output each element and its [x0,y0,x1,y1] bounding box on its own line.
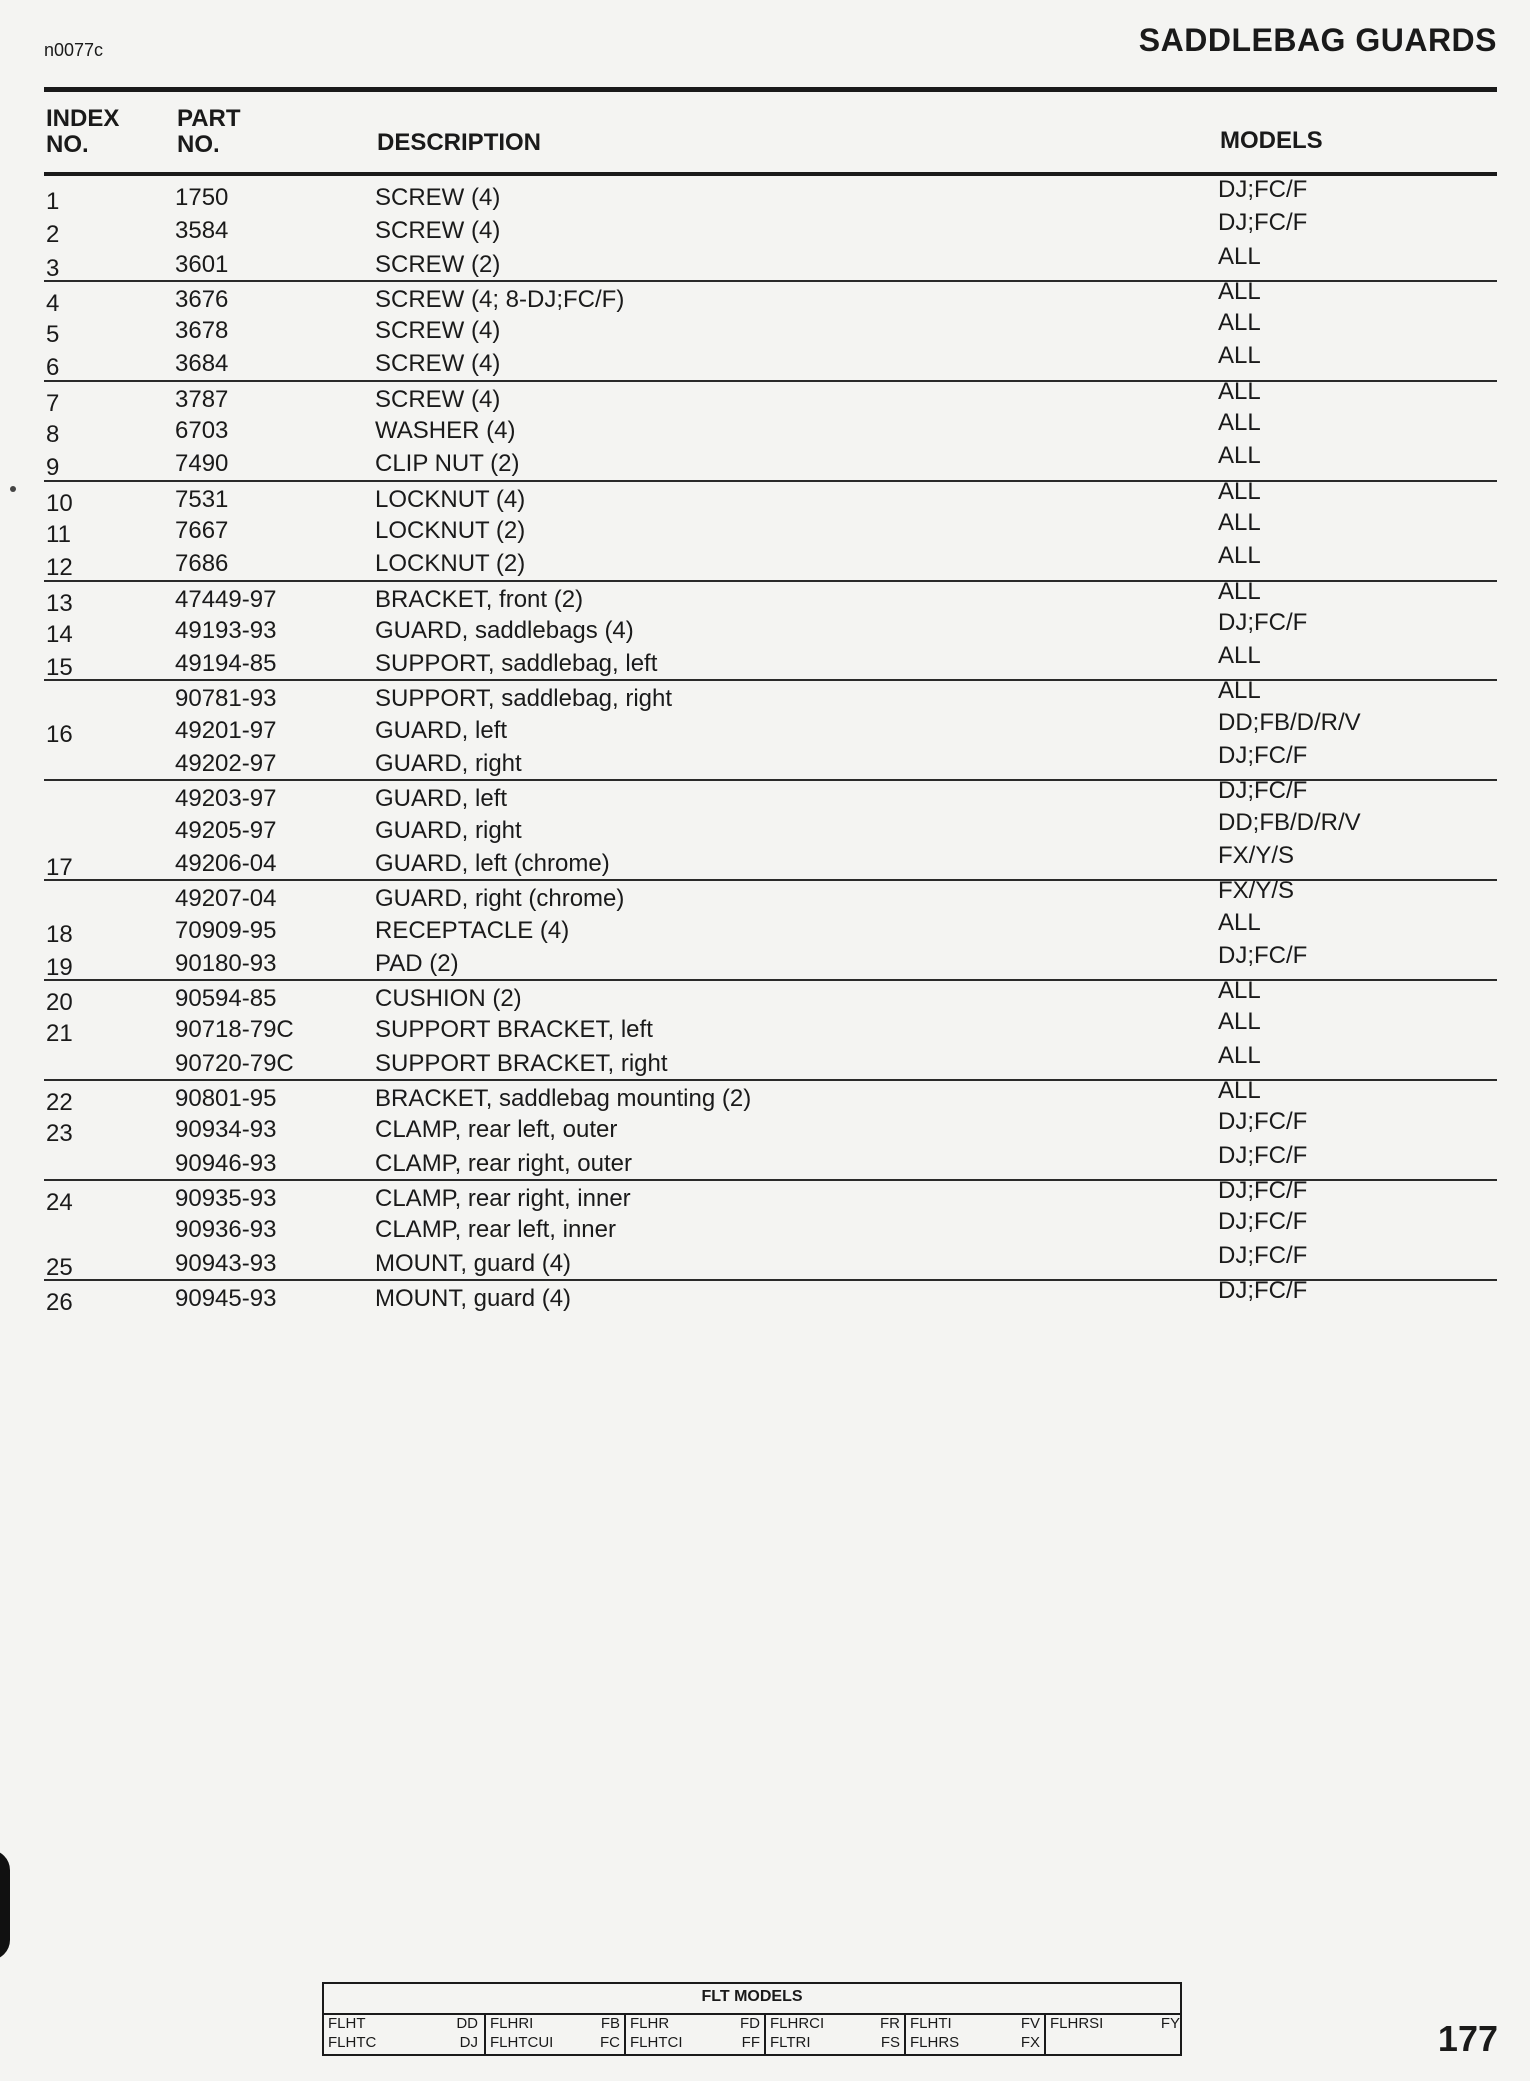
legend-model-name: FLHTCUI [490,2034,554,2051]
table-row [44,941,1497,981]
models-cell: DJ;FC/F [1218,1108,1308,1136]
part-number-cell: 3584 [175,217,229,245]
index-cell: 24 [46,1188,73,1216]
description-cell: RECEPTACLE (4) [375,916,570,944]
part-number-cell: 3678 [175,317,229,345]
description-cell: MOUNT, guard (4) [375,1284,572,1312]
scan-speck [10,486,16,492]
models-cell: FX/Y/S [1218,841,1295,869]
part-number-cell: 49205-97 [175,816,277,844]
table-row [44,442,1497,482]
index-cell: 25 [46,1253,73,1281]
index-cell: 22 [46,1089,73,1117]
legend-model-name: FLHR [630,2015,670,2032]
table-row [44,977,1497,1017]
description-cell: GUARD, left [375,716,508,744]
index-cell: 19 [46,953,73,981]
description-cell: BRACKET, saddlebag mounting (2) [375,1085,752,1113]
description-cell: SCREW (4) [375,317,501,345]
flt-models-legend [322,1982,1182,2056]
index-cell: 23 [46,1120,73,1148]
header-description: DESCRIPTION [377,129,542,156]
legend-code: FF [741,2034,760,2051]
legend-code: DD [456,2015,478,2032]
models-cell: ALL [1218,977,1261,1005]
header-part-line1: PART [177,105,241,132]
models-cell: ALL [1218,908,1261,936]
legend-code: FS [880,2034,900,2051]
models-cell: ALL [1218,477,1261,505]
table-row [44,342,1497,382]
index-cell: 8 [46,421,60,449]
index-cell: 17 [46,853,73,881]
models-cell: DJ;FC/F [1218,1208,1308,1236]
header-models: MODELS [1220,127,1323,154]
legend-group [904,2013,1046,2056]
part-number-cell: 7531 [175,485,229,513]
table-row [44,742,1497,779]
models-cell: DJ;FC/F [1218,608,1308,636]
models-cell: ALL [1218,642,1261,670]
table-row [44,209,1497,249]
legend-title: FLT MODELS [701,1988,803,2005]
page-number: 177 [1437,2018,1498,2059]
table-row [44,708,1497,748]
part-number-cell: 70909-95 [175,916,277,944]
models-cell: ALL [1218,1008,1261,1036]
models-cell: FX/Y/S [1218,877,1295,905]
part-number-cell: 90180-93 [175,949,277,977]
table-row [44,242,1497,282]
index-cell: 4 [46,289,60,317]
index-cell: 3 [46,254,60,282]
table-row [44,1041,1497,1079]
description-cell: SUPPORT BRACKET, left [375,1016,653,1044]
legend-code: FB [600,2015,620,2032]
index-cell: 7 [46,389,60,417]
models-cell: ALL [1218,309,1261,337]
legend-model-name: FLHRSI [1050,2015,1104,2032]
description-cell: SCREW (4) [375,350,501,378]
legend-code: FV [1020,2015,1040,2032]
description-cell: CLAMP, rear right, inner [375,1184,631,1212]
part-number-cell: 90934-93 [175,1116,277,1144]
legend-model-name: FLHTC [328,2034,377,2051]
legend-model-name: FLHTI [910,2015,952,2032]
models-cell: ALL [1218,508,1261,536]
description-cell: PAD (2) [375,949,459,977]
description-cell: LOCKNUT (4) [375,485,526,513]
part-number-cell: 7490 [175,450,229,478]
legend-model-name: FLHTCI [630,2034,683,2051]
part-number-cell: 49207-04 [175,885,277,913]
models-cell: ALL [1218,542,1261,570]
legend-group [764,2013,906,2056]
part-number-cell: 49193-93 [175,616,277,644]
part-number-cell: 49206-04 [175,849,277,877]
index-cell: 14 [46,620,73,648]
models-cell: DJ;FC/F [1218,941,1308,969]
table-row [44,409,1497,449]
legend-model-name: FLTRI [770,2034,811,2051]
description-cell: SCREW (4) [375,217,501,245]
legend-model-name: FLHRCI [770,2015,825,2032]
table-row [44,477,1497,517]
top-rule [44,87,1497,92]
description-cell: WASHER (4) [375,417,516,445]
index-cell: 15 [46,654,73,682]
models-cell: ALL [1218,377,1261,405]
index-cell: 16 [46,720,73,748]
table-row [44,277,1497,317]
part-number-cell: 90801-95 [175,1085,277,1113]
table-row [44,508,1497,548]
part-number-cell: 90718-79C [175,1016,294,1044]
legend-model-name: FLHT [328,2015,366,2032]
part-number-cell: 3601 [175,250,229,278]
index-cell: 11 [46,520,71,548]
part-number-cell: 7686 [175,550,229,578]
index-cell: 20 [46,989,73,1017]
legend-group [484,2013,626,2056]
description-cell: SCREW (2) [375,250,501,278]
index-cell: 18 [46,920,73,948]
description-cell: CLIP NUT (2) [375,450,520,478]
part-number-cell: 90943-93 [175,1249,277,1277]
models-cell: DJ;FC/F [1218,1276,1308,1304]
binder-hole-mark [0,1850,10,1960]
header-index [46,106,119,158]
part-number-cell: 90781-93 [175,685,277,713]
header-part-line2: NO. [177,131,220,158]
description-cell: SUPPORT, saddlebag, right [375,685,673,713]
models-cell: DJ;FC/F [1218,1241,1308,1269]
description-cell: SCREW (4) [375,184,501,211]
table-row [44,608,1497,648]
legend-code: FX [1020,2034,1040,2051]
models-cell: ALL [1218,342,1261,370]
table-row [44,908,1497,948]
header-index-line1: INDEX [46,105,120,132]
models-cell: ALL [1218,577,1261,605]
table-row [44,1241,1497,1281]
legend-group [1044,2013,1186,2056]
description-cell: SUPPORT, saddlebag, left [375,650,658,678]
legend-group [324,2013,484,2056]
index-cell: 1 [46,188,60,215]
models-cell: DJ;FC/F [1218,742,1308,770]
description-cell: SCREW (4) [375,385,501,413]
index-cell: 10 [46,489,73,517]
part-number-cell: 1750 [175,184,229,211]
table-row [44,1008,1497,1048]
description-cell: LOCKNUT (2) [375,516,526,544]
part-number-cell: 90594-85 [175,985,277,1013]
part-number-cell: 47449-97 [175,585,277,613]
header-part [177,106,241,158]
index-cell: 13 [46,589,73,617]
description-cell: CLAMP, rear left, outer [375,1116,618,1144]
part-number-cell: 49202-97 [175,750,277,778]
table-row [44,1176,1497,1216]
part-number-cell: 90720-79C [175,1049,294,1077]
table-row [44,841,1497,881]
legend-code: FR [880,2015,900,2032]
index-cell: 2 [46,221,60,249]
part-number-cell: 6703 [175,417,229,445]
page-title: SADDLEBAG GUARDS [1138,22,1497,58]
table-row [44,542,1497,582]
part-number-cell: 7667 [175,516,229,544]
models-cell: DJ;FC/F [1218,1141,1308,1169]
description-cell: GUARD, right (chrome) [375,885,625,913]
table-row [44,808,1497,846]
part-number-cell: 90946-93 [175,1149,277,1177]
part-number-cell: 3787 [175,385,229,413]
index-cell: 5 [46,321,60,349]
legend-model-name: FLHRS [910,2034,960,2051]
legend-code: FD [740,2015,760,2032]
part-number-cell: 49194-85 [175,650,277,678]
table-row [44,642,1497,682]
index-cell: 21 [46,1020,73,1048]
models-cell: DJ;FC/F [1218,209,1308,237]
models-cell: ALL [1218,409,1261,437]
description-cell: CUSHION (2) [375,985,522,1013]
description-cell: SUPPORT BRACKET, right [375,1049,668,1077]
description-cell: SCREW (4; 8-DJ;FC/F) [375,285,625,313]
table-row [44,679,1497,712]
models-cell: DJ;FC/F [1218,777,1308,805]
models-cell: DD;FB/D/R/V [1218,808,1361,836]
description-cell: GUARD, left [375,785,508,813]
table-row [44,309,1497,349]
description-cell: MOUNT, guard (4) [375,1249,572,1277]
legend-model-name: FLHRI [490,2015,534,2032]
index-cell: 12 [46,554,73,582]
legend-code: FY [1160,2015,1180,2032]
description-cell: CLAMP, rear left, inner [375,1216,616,1244]
index-cell: 26 [46,1288,73,1316]
legend-code: DJ [459,2034,478,2051]
models-cell: ALL [1218,277,1261,305]
part-number-cell: 90936-93 [175,1216,277,1244]
table-row [44,1208,1497,1245]
models-cell: ALL [1218,677,1261,705]
models-cell: ALL [1218,1077,1261,1105]
table-row [44,1077,1497,1117]
part-number-cell: 49201-97 [175,716,277,744]
description-cell: GUARD, left (chrome) [375,849,610,877]
parts-table [44,176,1497,1316]
table-row [44,377,1497,417]
models-cell: DD;FB/D/R/V [1218,708,1361,736]
table-row [44,1141,1497,1179]
models-cell: DJ;FC/F [1218,1176,1308,1204]
description-cell: GUARD, right [375,750,522,778]
table-row [44,577,1497,617]
part-number-cell: 3684 [175,350,229,378]
models-cell: DJ;FC/F [1218,176,1308,203]
part-number-cell: 90935-93 [175,1184,277,1212]
table-row [44,176,1497,215]
models-cell: ALL [1218,442,1261,470]
legend-code: FC [600,2034,620,2051]
description-cell: BRACKET, front (2) [375,585,584,613]
description-cell: LOCKNUT (2) [375,550,526,578]
models-cell: ALL [1218,1041,1261,1069]
description-cell: CLAMP, rear right, outer [375,1149,633,1177]
description-cell: GUARD, saddlebags (4) [375,616,634,644]
part-number-cell: 3676 [175,285,229,313]
legend-group [624,2013,766,2056]
table-row [44,779,1497,812]
part-number-cell: 90945-93 [175,1284,277,1312]
part-number-cell: 49203-97 [175,785,277,813]
index-cell: 9 [46,454,60,482]
table-row [44,879,1497,912]
table-row [44,1276,1497,1316]
table-header [44,104,1497,170]
description-cell: GUARD, right [375,816,522,844]
page-id: n0077c [44,40,104,60]
models-cell: ALL [1218,242,1261,270]
table-row [44,1108,1497,1148]
header-index-line2: NO. [46,131,89,158]
index-cell: 6 [46,354,60,382]
